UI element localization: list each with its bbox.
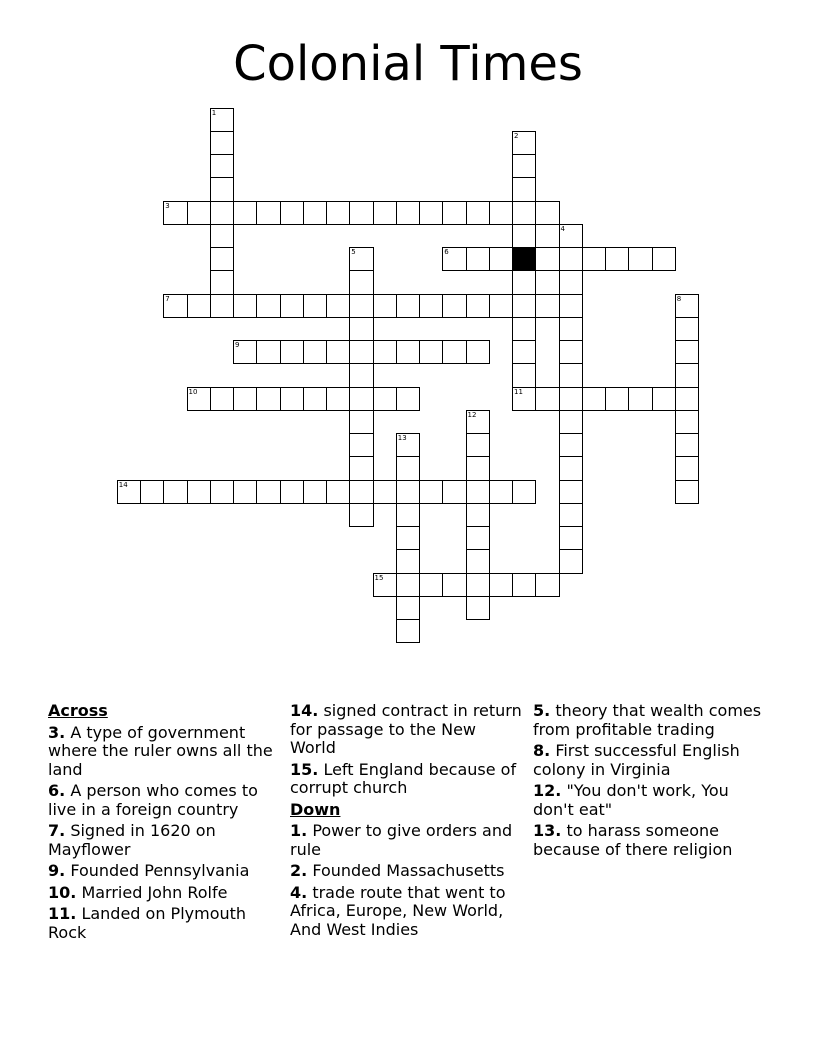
grid-cell[interactable] bbox=[326, 201, 350, 225]
grid-cell[interactable] bbox=[373, 573, 397, 597]
grid-cell[interactable] bbox=[535, 201, 559, 225]
grid-cell[interactable] bbox=[373, 340, 397, 364]
cell-number: 5 bbox=[351, 248, 356, 256]
grid-cell[interactable] bbox=[675, 317, 699, 341]
grid-cell[interactable] bbox=[256, 294, 280, 318]
grid-cell[interactable] bbox=[326, 294, 350, 318]
clue-down-2: 2. Founded Massachusetts bbox=[290, 861, 505, 880]
grid-cell[interactable] bbox=[559, 363, 583, 387]
puzzle-title: Colonial Times bbox=[233, 36, 583, 92]
across-heading: Across bbox=[48, 701, 108, 720]
grid-cell[interactable] bbox=[326, 480, 350, 504]
grid-cell[interactable] bbox=[512, 154, 536, 178]
grid-cell[interactable] bbox=[489, 247, 513, 271]
grid-cell[interactable] bbox=[233, 387, 257, 411]
grid-cell[interactable] bbox=[535, 387, 559, 411]
grid-cell[interactable] bbox=[559, 317, 583, 341]
grid-cell[interactable] bbox=[535, 294, 559, 318]
grid-cell[interactable] bbox=[349, 503, 373, 527]
grid-cell[interactable] bbox=[210, 108, 234, 132]
grid-cell[interactable] bbox=[303, 387, 327, 411]
grid-cell[interactable] bbox=[559, 410, 583, 434]
grid-cell[interactable] bbox=[442, 201, 466, 225]
grid-cell[interactable] bbox=[628, 387, 652, 411]
grid-cell[interactable] bbox=[559, 224, 583, 248]
grid-cell[interactable] bbox=[466, 549, 490, 573]
clue-across-14: 14. signed contract in return for passage to the New World bbox=[290, 701, 522, 757]
clue-down-8: 8. First successful English colony in Virginia bbox=[533, 741, 740, 779]
clue-across-10: 10. Married John Rolfe bbox=[48, 882, 228, 902]
grid-cell[interactable] bbox=[233, 480, 257, 504]
cell-number: 10 bbox=[188, 387, 198, 396]
grid-cell[interactable] bbox=[396, 456, 420, 480]
grid-cell[interactable] bbox=[466, 247, 490, 271]
grid-cell[interactable] bbox=[349, 363, 373, 387]
grid-cell[interactable] bbox=[396, 549, 420, 573]
grid-cell[interactable] bbox=[280, 387, 304, 411]
grid-cell[interactable] bbox=[233, 340, 257, 364]
grid-cell[interactable] bbox=[535, 247, 559, 271]
clue-across-7: 7. Signed in 1620 on Mayflower bbox=[48, 821, 216, 859]
grid-cell[interactable] bbox=[210, 387, 234, 411]
grid-cell[interactable] bbox=[396, 619, 420, 643]
grid-cell[interactable] bbox=[396, 480, 420, 504]
cell-number: 6 bbox=[444, 248, 449, 256]
grid-cell[interactable] bbox=[256, 340, 280, 364]
grid-cell[interactable] bbox=[466, 526, 490, 550]
grid-cell[interactable] bbox=[512, 340, 536, 364]
cell-number: 3 bbox=[165, 201, 170, 210]
clue-across-3: 3. A type of government where the ruler owns all the land bbox=[48, 722, 273, 779]
grid-cell[interactable] bbox=[303, 480, 327, 504]
grid-cell[interactable] bbox=[349, 433, 373, 457]
cell-number: 2 bbox=[514, 131, 519, 140]
cell-number: 7 bbox=[165, 294, 170, 303]
grid-cell[interactable] bbox=[559, 294, 583, 318]
grid-cell[interactable] bbox=[419, 294, 443, 318]
grid-cell[interactable] bbox=[675, 294, 699, 318]
grid-cell[interactable] bbox=[419, 201, 443, 225]
grid-cell[interactable] bbox=[512, 131, 536, 155]
grid-cell[interactable] bbox=[163, 480, 187, 504]
grid-cell[interactable] bbox=[559, 480, 583, 504]
grid-cell[interactable] bbox=[326, 340, 350, 364]
grid-cell[interactable] bbox=[628, 247, 652, 271]
grid-cell[interactable] bbox=[187, 480, 211, 504]
grid-cell[interactable] bbox=[605, 247, 629, 271]
grid-cell[interactable] bbox=[675, 340, 699, 364]
grid-cell[interactable] bbox=[396, 294, 420, 318]
grid-cell[interactable] bbox=[303, 294, 327, 318]
grid-cell[interactable] bbox=[512, 480, 536, 504]
grid-cell[interactable] bbox=[489, 201, 513, 225]
grid-cell[interactable] bbox=[210, 270, 234, 294]
grid-cell[interactable] bbox=[466, 201, 490, 225]
cell-number: 8 bbox=[676, 294, 682, 303]
grid-cell[interactable] bbox=[442, 573, 466, 597]
grid-cell[interactable] bbox=[466, 503, 490, 527]
grid-cell[interactable] bbox=[559, 387, 583, 411]
grid-cell[interactable] bbox=[442, 480, 466, 504]
grid-cell[interactable] bbox=[396, 433, 420, 457]
grid-cell[interactable] bbox=[256, 480, 280, 504]
grid-cell[interactable] bbox=[349, 456, 373, 480]
grid-cell[interactable] bbox=[349, 247, 373, 271]
grid-cell[interactable] bbox=[349, 480, 373, 504]
grid-cell[interactable] bbox=[466, 596, 490, 620]
grid-cell[interactable] bbox=[210, 201, 234, 225]
grid-cell[interactable] bbox=[256, 201, 280, 225]
clues-column-3 bbox=[533, 702, 769, 862]
grid-cell[interactable] bbox=[489, 480, 513, 504]
grid-cell[interactable] bbox=[466, 480, 490, 504]
grid-cell[interactable] bbox=[559, 549, 583, 573]
grid-cell[interactable] bbox=[675, 480, 699, 504]
grid-cell[interactable] bbox=[489, 573, 513, 597]
clue-across-11: 11. Landed on Plymouth Rock bbox=[48, 904, 247, 942]
grid-cell[interactable] bbox=[349, 317, 373, 341]
grid-cell[interactable] bbox=[466, 410, 490, 434]
grid-cell[interactable] bbox=[675, 433, 699, 457]
grid-cell[interactable] bbox=[512, 270, 536, 294]
grid-cell[interactable] bbox=[652, 247, 676, 271]
grid-cell[interactable] bbox=[652, 387, 676, 411]
grid-cell[interactable] bbox=[512, 573, 536, 597]
grid-cell[interactable] bbox=[303, 340, 327, 364]
grid-cell[interactable] bbox=[280, 480, 304, 504]
grid-cell[interactable] bbox=[349, 387, 373, 411]
grid-cell[interactable] bbox=[559, 526, 583, 550]
grid-cell[interactable] bbox=[210, 177, 234, 201]
grid-cell[interactable] bbox=[373, 480, 397, 504]
grid-cell[interactable] bbox=[280, 340, 304, 364]
grid-cell[interactable] bbox=[210, 131, 234, 155]
clue-down-1: 1. Power to give orders and rule bbox=[290, 821, 513, 859]
grid-cell[interactable] bbox=[419, 340, 443, 364]
grid-cell[interactable] bbox=[396, 340, 420, 364]
grid-cell[interactable] bbox=[396, 573, 420, 597]
cell-number: 14 bbox=[118, 480, 128, 489]
grid-cell[interactable] bbox=[210, 247, 234, 271]
grid-cell[interactable] bbox=[559, 503, 583, 527]
grid-cell[interactable] bbox=[512, 317, 536, 341]
grid-cell[interactable] bbox=[396, 387, 420, 411]
grid-cell[interactable] bbox=[117, 480, 141, 504]
grid-cell[interactable] bbox=[373, 201, 397, 225]
grid-cell[interactable] bbox=[559, 247, 583, 271]
grid-cell[interactable] bbox=[349, 201, 373, 225]
cell-number: 4 bbox=[560, 224, 565, 233]
grid-cell[interactable] bbox=[582, 247, 606, 271]
grid-cell[interactable] bbox=[466, 340, 490, 364]
clues-column-1 bbox=[48, 702, 284, 945]
cell-number: 11 bbox=[514, 387, 523, 396]
clue-across-15: 15. Left England because of corrupt church bbox=[290, 759, 517, 797]
clue-down-13: 13. to harass someone because of there religion bbox=[533, 821, 733, 859]
clue-down-5: 5. theory that wealth comes from profitable trading bbox=[533, 701, 762, 739]
grid-cell[interactable] bbox=[210, 480, 234, 504]
grid-cell[interactable] bbox=[419, 480, 443, 504]
grid-cell[interactable] bbox=[163, 201, 187, 225]
grid-cell[interactable] bbox=[605, 387, 629, 411]
clue-down-12: 12. "You don't work, You don't eat" bbox=[533, 781, 729, 819]
grid-cell[interactable] bbox=[303, 201, 327, 225]
grid-cell[interactable] bbox=[442, 294, 466, 318]
grid-cell[interactable] bbox=[373, 294, 397, 318]
grid-cell[interactable] bbox=[466, 573, 490, 597]
grid-cell[interactable] bbox=[675, 410, 699, 434]
clue-across-6: 6. A person who comes to live in a foreign country bbox=[48, 781, 258, 819]
grid-cell[interactable] bbox=[466, 456, 490, 480]
grid-cell[interactable] bbox=[349, 270, 373, 294]
grid-cell[interactable] bbox=[466, 433, 490, 457]
grid-cell[interactable] bbox=[396, 526, 420, 550]
clue-down-4: 4. trade route that went to Africa, Europe, New World, And West Indies bbox=[290, 882, 506, 939]
grid-cell[interactable] bbox=[442, 340, 466, 364]
grid-cell[interactable] bbox=[187, 387, 211, 411]
grid-cell[interactable] bbox=[675, 456, 699, 480]
grid-cell[interactable] bbox=[187, 294, 211, 318]
grid-cell[interactable] bbox=[210, 154, 234, 178]
grid-cell[interactable] bbox=[675, 363, 699, 387]
cell-number: 12 bbox=[467, 410, 477, 419]
grid-cell[interactable] bbox=[280, 294, 304, 318]
grid-cell[interactable] bbox=[582, 387, 606, 411]
grid-cell[interactable] bbox=[466, 294, 490, 318]
grid-cell[interactable] bbox=[280, 201, 304, 225]
grid-cell[interactable] bbox=[396, 503, 420, 527]
grid-cell[interactable] bbox=[373, 387, 397, 411]
grid-cell[interactable] bbox=[326, 387, 350, 411]
grid-cell[interactable] bbox=[512, 201, 536, 225]
grid-cell[interactable] bbox=[419, 573, 443, 597]
clue-across-9: 9. Founded Pennsylvania bbox=[48, 861, 250, 880]
grid-cell[interactable] bbox=[512, 177, 536, 201]
grid-cell[interactable] bbox=[559, 340, 583, 364]
grid-cell[interactable] bbox=[163, 294, 187, 318]
black-cell bbox=[512, 247, 536, 271]
down-heading: Down bbox=[290, 799, 341, 819]
grid-cell[interactable] bbox=[349, 410, 373, 434]
grid-cell[interactable] bbox=[559, 456, 583, 480]
cell-number: 9 bbox=[235, 341, 240, 349]
grid-cell[interactable] bbox=[512, 224, 536, 248]
grid-cell[interactable] bbox=[349, 294, 373, 318]
grid-cell[interactable] bbox=[187, 201, 211, 225]
grid-cell[interactable] bbox=[210, 294, 234, 318]
grid-cell[interactable] bbox=[512, 387, 536, 411]
grid-cell[interactable] bbox=[210, 224, 234, 248]
grid-cell[interactable] bbox=[559, 433, 583, 457]
cell-number: 13 bbox=[397, 434, 407, 442]
grid-cell[interactable] bbox=[233, 201, 257, 225]
grid-cell[interactable] bbox=[535, 573, 559, 597]
grid-cell[interactable] bbox=[396, 596, 420, 620]
grid-cell[interactable] bbox=[140, 480, 164, 504]
grid-cell[interactable] bbox=[349, 340, 373, 364]
cell-number: 1 bbox=[211, 108, 217, 117]
grid-cell[interactable] bbox=[256, 387, 280, 411]
grid-cell[interactable] bbox=[559, 270, 583, 294]
grid-cell[interactable] bbox=[442, 247, 466, 271]
clues-column-2 bbox=[290, 702, 526, 942]
grid-cell[interactable] bbox=[396, 201, 420, 225]
grid-cell[interactable] bbox=[512, 294, 536, 318]
cell-number: 15 bbox=[374, 573, 384, 582]
grid-cell[interactable] bbox=[512, 363, 536, 387]
grid-cell[interactable] bbox=[489, 294, 513, 318]
grid-cell[interactable] bbox=[675, 387, 699, 411]
grid-cell[interactable] bbox=[233, 294, 257, 318]
